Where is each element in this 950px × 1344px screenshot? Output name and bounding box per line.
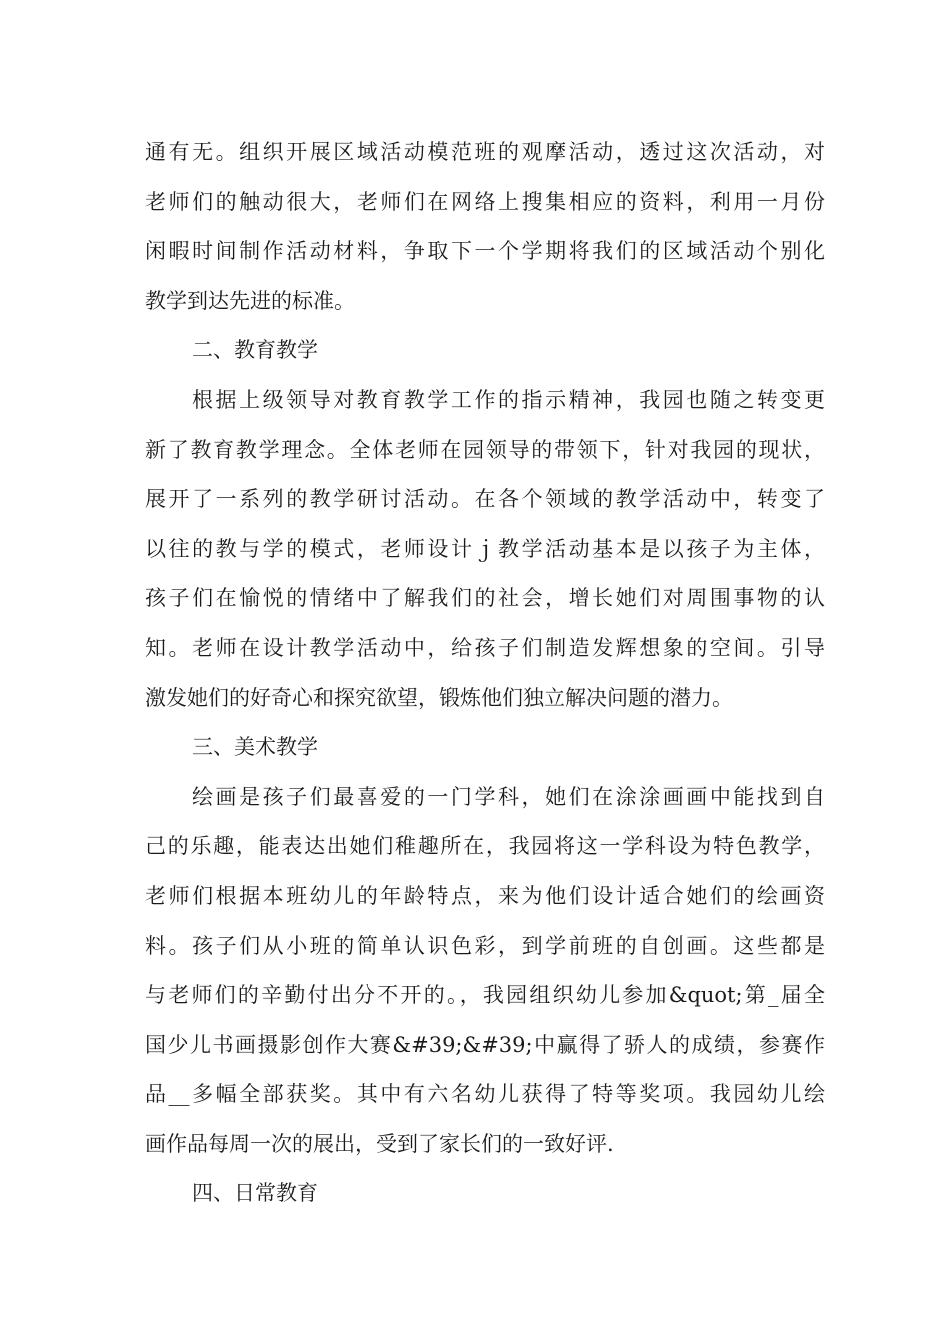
section-heading: 三、美术教学 [192, 735, 318, 760]
text-line: 根据上级领导对教育教学工作的指示精神，我园也随之转变更 [192, 387, 825, 412]
text-line: 教学到达先进的标准。 [145, 288, 355, 313]
text-line: 知。老师在设计教学活动中，给孩子们制造发辉想象的空间。引导 [145, 635, 825, 660]
text-line: 老师们的触动很大，老师们在网络上搜集相应的资料，利用一月份 [145, 189, 825, 214]
text-line: 老师们根据本班幼儿的年龄特点，来为他们设计适合她们的绘画资 [145, 883, 825, 908]
text-line: 与老师们的辛勤付出分不开的。，我园组织幼儿参加&quot;第_届全 [145, 983, 825, 1008]
text-line: 品__多幅全部获奖。其中有六名幼儿获得了特等奖项。我园幼儿绘 [145, 1082, 825, 1107]
text-line: 展开了一系列的教学研讨活动。在各个领域的教学活动中，转变了 [145, 487, 825, 512]
text-line: 新了教育教学理念。全体老师在园领导的带领下，针对我园的现状， [145, 437, 825, 462]
section-heading: 四、日常教育 [192, 1181, 318, 1206]
section-heading: 二、教育教学 [192, 338, 318, 363]
text-line: 以往的教与学的模式，老师设计ｊ教学活动基本是以孩子为主体， [145, 536, 825, 561]
text-line: 通有无。组织开展区域活动模范班的观摩活动，透过这次活动，对 [145, 140, 825, 164]
text-line: 画作品每周一次的展出，受到了家长们的一致好评. [145, 1131, 614, 1156]
text-line: 国少儿书画摄影创作大赛&#39;&#39;中赢得了骄人的成绩，参赛作 [145, 1032, 825, 1057]
text-line: 绘画是孩子们最喜爱的一门学科，她们在涂涂画画中能找到自 [192, 784, 825, 809]
text-line: 料。孩子们从小班的简单认识色彩，到学前班的自创画。这些都是 [145, 933, 825, 958]
text-line: 孩子们在愉悦的情绪中了解我们的社会，增长她们对周围事物的认 [145, 586, 825, 611]
text-line: 激发她们的好奇心和探究欲望，锻炼他们独立解决问题的潜力。 [145, 685, 733, 710]
text-line: 己的乐趣，能表达出她们稚趣所在，我园将这一学科设为特色教学， [145, 834, 825, 859]
document-body [145, 128, 825, 1219]
text-line: 闲暇时间制作活动材料，争取下一个学期将我们的区域活动个别化 [145, 239, 825, 264]
